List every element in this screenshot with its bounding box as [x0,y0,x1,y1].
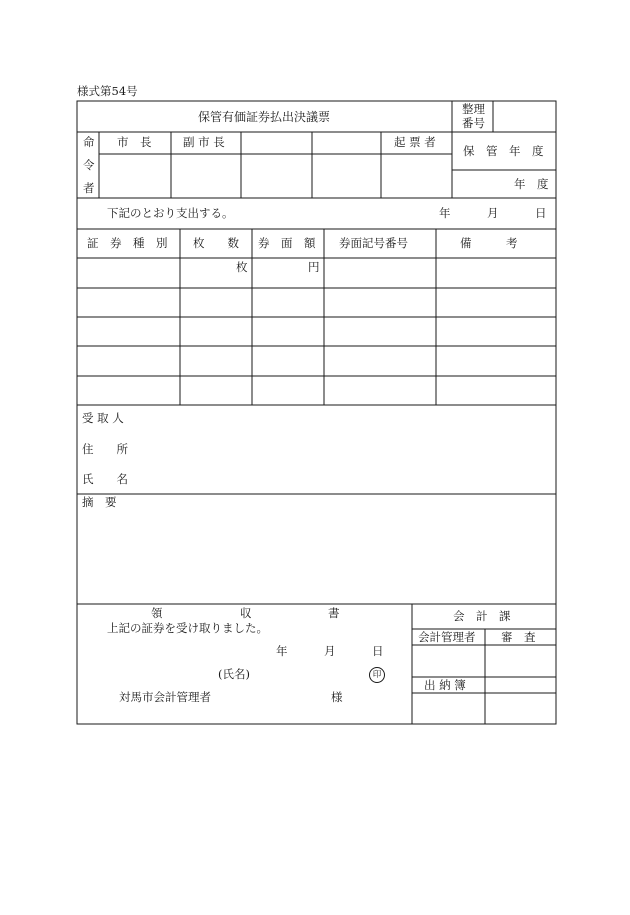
form-title: 保管有価証券払出決議票 [198,110,331,124]
date-day-label: 日 [535,206,547,220]
meireisha-char-3: 者 [83,181,95,195]
address-label: 住 所 [82,442,128,456]
statement-text: 下記のとおり支出する。 [107,206,234,220]
receipt-addressee: 対馬市会計管理者 [119,690,211,704]
receipt-text: 上記の証券を受け取りました。 [107,621,268,635]
receipt-name-label: (氏名) [218,667,250,681]
receipt-day-label: 日 [372,644,384,658]
accounting-section-label: 会 計 課 [453,609,511,623]
meireisha-char-2: 令 [83,158,95,172]
name-label: 氏 名 [82,472,128,486]
receipt-month-label: 月 [324,644,336,658]
column-count: 枚 数 [193,236,239,250]
receipt-title-1: 領 [151,606,163,620]
meireisha-char-1: 命 [83,135,95,149]
accounting-manager-label: 会計管理者 [418,630,476,644]
column-serial: 券面記号番号 [339,236,408,250]
seal-mark-icon: 印 [369,667,385,683]
column-remarks: 備 考 [460,236,518,250]
summary-label: 摘 要 [82,495,117,509]
date-year-label: 年 [439,206,451,220]
drafter-label: 起 票 者 [394,135,436,149]
receipt-honorific: 様 [331,690,343,704]
recipient-heading: 受 取 人 [82,411,124,425]
mayor-label: 市 長 [117,135,152,149]
form-number: 様式第54号 [77,84,138,98]
count-unit: 枚 [236,260,248,274]
receipt-year-label: 年 [276,644,288,658]
column-face-value: 券 面 額 [258,236,316,250]
date-month-label: 月 [487,206,499,220]
ledger-label: 出 納 簿 [424,678,466,692]
storage-year-unit: 年 度 [514,177,549,191]
receipt-title-3: 書 [328,606,340,620]
seiri-label-2: 番号 [462,116,485,130]
column-kind: 証 券 種 別 [87,236,168,250]
audit-label: 審 査 [501,630,536,644]
vice-mayor-label: 副 市 長 [183,135,225,149]
storage-year-label: 保 管 年 度 [463,144,544,158]
seiri-label-1: 整理 [462,102,485,116]
yen-unit: 円 [308,260,320,274]
receipt-title-2: 収 [240,606,252,620]
